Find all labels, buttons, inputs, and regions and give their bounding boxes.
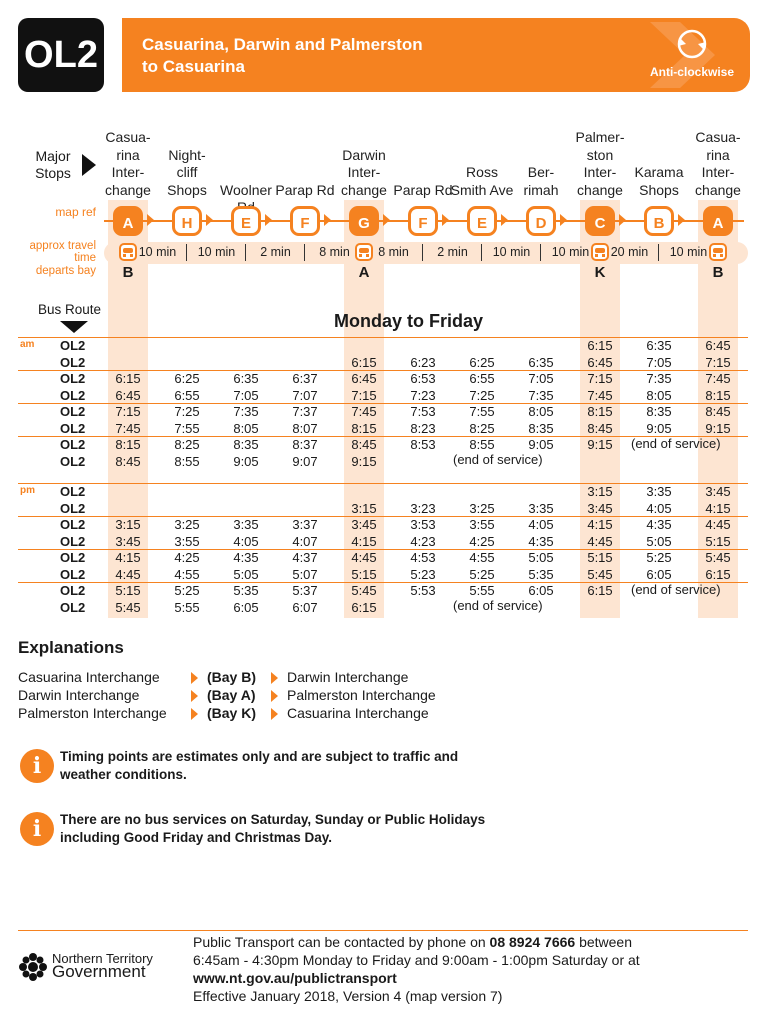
departure-time: 5:45 (351, 583, 377, 598)
route-arrow-icon (619, 214, 626, 226)
departure-time: 4:35 (646, 517, 672, 532)
map-ref-marker: A (113, 206, 143, 236)
chevron-right-icon (271, 672, 278, 684)
row-route-label: OL2 (60, 387, 86, 403)
stop-name-line: Inter- (111, 164, 145, 180)
departure-time: 5:25 (174, 583, 200, 598)
bus-icon (591, 243, 609, 261)
departure-time: 6:35 (233, 371, 259, 386)
departure-time: 3:37 (292, 517, 318, 532)
banner-title-line2: to Casuarina (142, 57, 245, 76)
travel-time: 10 min (138, 245, 177, 259)
departure-time: 6:05 (528, 583, 554, 598)
departure-time: 4:25 (174, 550, 200, 565)
explanation-from: Darwin Interchange (18, 687, 140, 703)
row-route-label: OL2 (60, 420, 86, 436)
am-label: am (20, 339, 35, 350)
departs-bay-label: departs bay (35, 265, 96, 277)
departure-time: 6:35 (528, 354, 554, 370)
stop-name-line: cliff (176, 164, 198, 180)
pm-label: pm (20, 485, 35, 496)
bus-route-label: Bus Route (38, 302, 102, 317)
travel-time: 8 min (378, 245, 409, 259)
departure-time: 7:55 (469, 404, 495, 419)
departure-time: 8:45 (705, 404, 731, 419)
explanation-bay: (Bay A) (207, 687, 256, 703)
departure-time: 6:25 (174, 371, 200, 386)
departure-time: 3:35 (528, 500, 554, 516)
departure-time: 7:35 (528, 387, 554, 403)
departure-time: 6:45 (705, 338, 731, 353)
row-route-label: OL2 (60, 566, 86, 582)
route-arrow-icon (206, 214, 213, 226)
departure-time: 8:35 (233, 437, 259, 452)
departure-time: 5:53 (410, 583, 436, 598)
info-note-holidays (60, 811, 485, 847)
departure-time: 6:45 (351, 371, 377, 386)
explanation-to: Palmerston Interchange (287, 687, 436, 703)
departure-time: 7:15 (115, 404, 141, 419)
departure-time: 8:05 (528, 404, 554, 419)
explanations-title: Explanations (18, 638, 124, 657)
travel-time: 8 min (319, 245, 350, 259)
departure-time: 7:05 (233, 387, 259, 403)
footer-divider (18, 930, 748, 931)
departure-time: 8:25 (469, 420, 495, 436)
departure-time: 6:37 (292, 371, 318, 386)
map-ref-marker: B (644, 206, 674, 236)
departure-time: 5:35 (233, 583, 259, 598)
map-ref-marker: H (172, 206, 202, 236)
departure-time: 8:15 (115, 437, 141, 452)
departure-time: 4:53 (410, 550, 436, 565)
info-note-line: including Good Friday and Christmas Day. (60, 830, 333, 845)
departure-time: 5:07 (292, 566, 318, 582)
departure-time: 6:55 (469, 371, 495, 386)
departure-time: 6:15 (587, 338, 613, 353)
departure-time: 6:53 (410, 371, 436, 386)
departure-time: 8:55 (469, 437, 495, 452)
map-ref-marker: G (349, 206, 379, 236)
stop-name-line: Inter- (701, 164, 735, 180)
map-ref-marker: E (467, 206, 497, 236)
departure-time: 4:45 (115, 566, 141, 582)
departure-time: 4:05 (646, 500, 672, 516)
departure-time: 5:05 (646, 533, 672, 549)
departure-time: 5:23 (410, 566, 436, 582)
departure-time: 5:15 (351, 566, 377, 582)
travel-time: 20 min (610, 245, 649, 259)
departure-time: 8:53 (410, 437, 436, 452)
stop-name-line: Smith Ave (450, 181, 514, 198)
bay-casuarina-end: B (712, 264, 724, 281)
travel-time-divider (540, 244, 541, 261)
departure-time: 4:55 (469, 550, 495, 565)
stop-name-line: Shops (167, 181, 207, 198)
website-link[interactable]: www.nt.gov.au/publictransport (193, 970, 397, 986)
departure-time: 4:15 (115, 550, 141, 565)
bus-route-arrow-icon (60, 321, 88, 333)
departure-time: 7:45 (115, 420, 141, 436)
row-route-label: OL2 (60, 500, 86, 516)
travel-time-divider (245, 244, 246, 261)
departure-time: 7:15 (705, 354, 731, 370)
end-of-service-pm-2: (end of service) (631, 582, 721, 597)
departure-time: 7:37 (292, 404, 318, 419)
map-ref-marker: E (231, 206, 261, 236)
route-arrow-icon (265, 214, 272, 226)
nt-government-logo-icon (18, 952, 48, 982)
departure-time: 7:35 (233, 404, 259, 419)
departure-time: 8:07 (292, 420, 318, 436)
end-of-service-pm-1: (end of service) (453, 598, 543, 613)
chevron-right-icon (271, 690, 278, 702)
departure-time: 8:35 (528, 420, 554, 436)
departure-time: 8:45 (115, 453, 141, 469)
departure-time: 3:23 (410, 500, 436, 516)
major-stops-label: Major Stops (35, 148, 71, 181)
stop-name-line: rina (116, 146, 140, 163)
contact-line (193, 933, 632, 951)
route-arrow-icon (147, 214, 154, 226)
departure-time: 7:25 (174, 404, 200, 419)
info-icon: i (20, 749, 54, 783)
row-route-label: OL2 (60, 437, 86, 452)
stop-name-line: Casua- (695, 129, 741, 145)
banner-title-line1: Casuarina, Darwin and Palmerston (142, 35, 423, 54)
departure-time: 3:55 (174, 533, 200, 549)
departure-time: 4:07 (292, 533, 318, 549)
departure-time: 3:35 (646, 484, 672, 499)
departure-time: 4:15 (351, 533, 377, 549)
departure-time: 3:53 (410, 517, 436, 532)
departure-time: 9:15 (705, 420, 731, 436)
departure-time: 6:15 (587, 583, 613, 598)
departure-time: 8:35 (646, 404, 672, 419)
departure-time: 3:15 (115, 517, 141, 532)
departure-time: 3:55 (469, 517, 495, 532)
departure-time: 5:35 (528, 566, 554, 582)
departure-time: 8:15 (587, 404, 613, 419)
departure-time: 9:05 (646, 420, 672, 436)
route-arrow-icon (560, 214, 567, 226)
departure-time: 3:45 (705, 484, 731, 499)
chevron-right-icon (271, 708, 278, 720)
departure-time: 5:55 (469, 583, 495, 598)
departure-time: 7:45 (705, 371, 731, 386)
departure-time: 4:35 (528, 533, 554, 549)
stop-name-line: Darwin (342, 146, 386, 163)
departure-time: 5:15 (705, 533, 731, 549)
departure-time: 5:45 (587, 566, 613, 582)
departure-time: 6:07 (292, 599, 318, 615)
travel-time: 10 min (492, 245, 531, 259)
direction-label: Anti-clockwise (649, 65, 735, 79)
departure-time: 3:35 (233, 517, 259, 532)
stop-name-line: rimah (523, 181, 559, 198)
departure-time: 6:23 (410, 354, 436, 370)
travel-time-divider (658, 244, 659, 261)
info-icon: i (20, 812, 54, 846)
banner-title (142, 34, 562, 78)
bus-icon (709, 243, 727, 261)
departure-time: 7:45 (587, 387, 613, 403)
end-of-service-am-1: (end of service) (453, 452, 543, 467)
travel-time-divider (481, 244, 482, 261)
row-route-label: OL2 (60, 338, 86, 353)
departure-time: 5:15 (587, 550, 613, 565)
stop-name-line: change (577, 181, 623, 198)
stop-name-line: rina (706, 146, 730, 163)
stop-name-line: Parap Rd (393, 181, 453, 198)
departure-time: 5:25 (646, 550, 672, 565)
travel-time-label: approx travel time (29, 240, 96, 264)
travel-time: 2 min (437, 245, 468, 259)
explanation-to: Darwin Interchange (287, 669, 409, 685)
contact-hours: 6:45am - 4:30pm Monday to Friday and 9:00am - 1:00pm Saturday or at (193, 952, 640, 968)
departure-time: 4:45 (351, 550, 377, 565)
stop-name-line: change (695, 181, 741, 198)
departure-time: 6:15 (351, 599, 377, 615)
departure-time: 4:05 (528, 517, 554, 532)
bay-palmerston: K (594, 264, 606, 281)
departure-time: 9:15 (351, 453, 377, 469)
departure-time: 5:45 (705, 550, 731, 565)
stop-name-line: Karama (634, 164, 684, 180)
departure-time: 3:45 (587, 500, 613, 516)
map-ref-marker: F (408, 206, 438, 236)
departure-time: 7:23 (410, 387, 436, 403)
departure-time: 8:05 (646, 387, 672, 403)
departure-time: 9:07 (292, 453, 318, 469)
departure-time: 6:45 (587, 354, 613, 370)
departure-time: 4:23 (410, 533, 436, 549)
stop-name-line: Night- (168, 146, 206, 163)
departure-time: 4:37 (292, 550, 318, 565)
info-note-timing (60, 748, 458, 784)
departure-time: 6:05 (646, 566, 672, 582)
travel-time-divider (422, 244, 423, 261)
explanation-from: Casuarina Interchange (18, 669, 160, 685)
departure-time: 7:53 (410, 404, 436, 419)
travel-time: 10 min (669, 245, 708, 259)
travel-time: 10 min (197, 245, 236, 259)
stop-name-line: Parap Rd (275, 181, 335, 198)
contact-phone[interactable]: 08 8924 7666 (489, 934, 576, 950)
end-of-service-am-2: (end of service) (631, 436, 721, 451)
stop-name-line: Palmer- (575, 129, 625, 145)
bay-darwin: A (358, 264, 370, 281)
map-ref-marker: D (526, 206, 556, 236)
info-note-line: weather conditions. (60, 767, 187, 782)
departure-time: 7:55 (174, 420, 200, 436)
stop-name-line: Ber- (527, 164, 555, 180)
travel-time: 2 min (260, 245, 291, 259)
schedule-title: Monday to Friday (334, 311, 484, 331)
departure-time: 5:25 (469, 566, 495, 582)
stop-name-line: Woolner (220, 181, 272, 198)
departure-time: 6:35 (646, 338, 672, 353)
route-arrow-icon (501, 214, 508, 226)
government-name (52, 951, 153, 981)
map-ref-marker: F (290, 206, 320, 236)
departure-time: 8:15 (351, 420, 377, 436)
departure-time: 4:35 (233, 550, 259, 565)
chevron-right-icon (191, 708, 198, 720)
explanation-bay: (Bay B) (207, 669, 257, 685)
contact-post: between (579, 934, 632, 950)
departure-time: 4:45 (587, 533, 613, 549)
stop-name-line: Inter- (347, 164, 381, 180)
explanation-from: Palmerston Interchange (18, 705, 167, 721)
explanation-bay: (Bay K) (207, 705, 257, 721)
departure-time: 8:15 (705, 387, 731, 403)
stop-name-line: Ross (466, 164, 498, 180)
departure-time: 4:15 (705, 500, 731, 516)
explanation-to: Casuarina Interchange (287, 705, 429, 721)
bus-icon (119, 243, 137, 261)
travel-time-divider (304, 244, 305, 261)
stop-name-line: Shops (639, 181, 679, 198)
row-route-label: OL2 (60, 550, 86, 565)
departure-time: 8:05 (233, 420, 259, 436)
departure-time: 4:45 (705, 517, 731, 532)
departure-time: 8:25 (174, 437, 200, 452)
row-route-label: OL2 (60, 371, 86, 386)
map-ref-label: map ref (55, 205, 96, 219)
government-name-line2: Government (52, 962, 146, 981)
departure-time: 6:05 (233, 599, 259, 615)
departure-time: 7:05 (528, 371, 554, 386)
departure-time: 3:25 (174, 517, 200, 532)
route-arrow-icon (442, 214, 449, 226)
row-route-label: OL2 (60, 453, 86, 469)
travel-time: 10 min (551, 245, 590, 259)
stop-name-line: Inter- (583, 164, 617, 180)
route-arrow-icon (383, 214, 390, 226)
departure-time: 7:15 (587, 371, 613, 386)
bay-casuarina-start: B (122, 264, 134, 281)
chevron-right-icon (191, 690, 198, 702)
contact-pre: Public Transport can be contacted by phone on (193, 934, 486, 950)
departure-time: 3:45 (115, 533, 141, 549)
departure-time: 7:25 (469, 387, 495, 403)
departure-time: 5:37 (292, 583, 318, 598)
departure-time: 5:15 (115, 583, 141, 598)
row-route-label: OL2 (60, 354, 86, 370)
departure-time: 3:25 (469, 500, 495, 516)
row-route-label: OL2 (60, 599, 86, 615)
departure-time: 6:15 (705, 566, 731, 582)
departure-time: 6:55 (174, 387, 200, 403)
departure-time: 5:05 (233, 566, 259, 582)
stop-name-line: Casua- (105, 129, 151, 145)
travel-time-divider (186, 244, 187, 261)
departure-time: 3:45 (351, 517, 377, 532)
departure-time: 9:15 (587, 437, 613, 452)
departure-time: 9:05 (528, 437, 554, 452)
row-route-label: OL2 (60, 517, 86, 532)
departure-time: 8:55 (174, 453, 200, 469)
stop-name-line: ston (586, 146, 614, 163)
effective-date: Effective January 2018, Version 4 (map version 7) (193, 988, 503, 1004)
departure-time: 5:05 (528, 550, 554, 565)
departure-time: 4:15 (587, 517, 613, 532)
bus-icon (355, 243, 373, 261)
route-arrow-icon (678, 214, 685, 226)
departure-time: 9:05 (233, 453, 259, 469)
route-badge: OL2 (18, 18, 104, 92)
departure-time: 6:45 (115, 387, 141, 403)
departure-time: 8:45 (351, 437, 377, 452)
row-route-label: OL2 (60, 533, 86, 549)
info-note-line: Timing points are estimates only and are subject to traffic and (60, 749, 459, 764)
departure-time: 7:15 (351, 387, 377, 403)
departure-time: 4:05 (233, 533, 259, 549)
departure-time: 3:15 (351, 500, 377, 516)
departure-time: 7:05 (646, 354, 672, 370)
map-ref-marker: A (703, 206, 733, 236)
departure-time: 6:25 (469, 354, 495, 370)
departure-time: 7:35 (646, 371, 672, 386)
stop-name-line: change (105, 181, 151, 198)
departure-time: 4:55 (174, 566, 200, 582)
route-arrow-icon (324, 214, 331, 226)
info-note-line: There are no bus services on Saturday, Sunday or Public Holidays (60, 812, 486, 827)
departure-time: 4:25 (469, 533, 495, 549)
row-route-label: OL2 (60, 583, 86, 598)
row-route-label: OL2 (60, 484, 86, 499)
departure-time: 8:45 (587, 420, 613, 436)
departure-time: 7:07 (292, 387, 318, 403)
stop-name-line: change (341, 181, 387, 198)
departure-time: 5:55 (174, 599, 200, 615)
departure-time: 5:45 (115, 599, 141, 615)
departure-time: 6:15 (115, 371, 141, 386)
departure-time: 6:15 (351, 354, 377, 370)
departure-time: 8:37 (292, 437, 318, 452)
government-name-line1: Northern Territory (52, 951, 153, 966)
departure-time: 7:45 (351, 404, 377, 419)
stop-name (683, 129, 753, 199)
map-ref-marker: C (585, 206, 615, 236)
departure-time: 3:15 (587, 484, 613, 499)
chevron-right-icon (191, 672, 198, 684)
row-route-label: OL2 (60, 404, 86, 419)
departure-time: 8:23 (410, 420, 436, 436)
